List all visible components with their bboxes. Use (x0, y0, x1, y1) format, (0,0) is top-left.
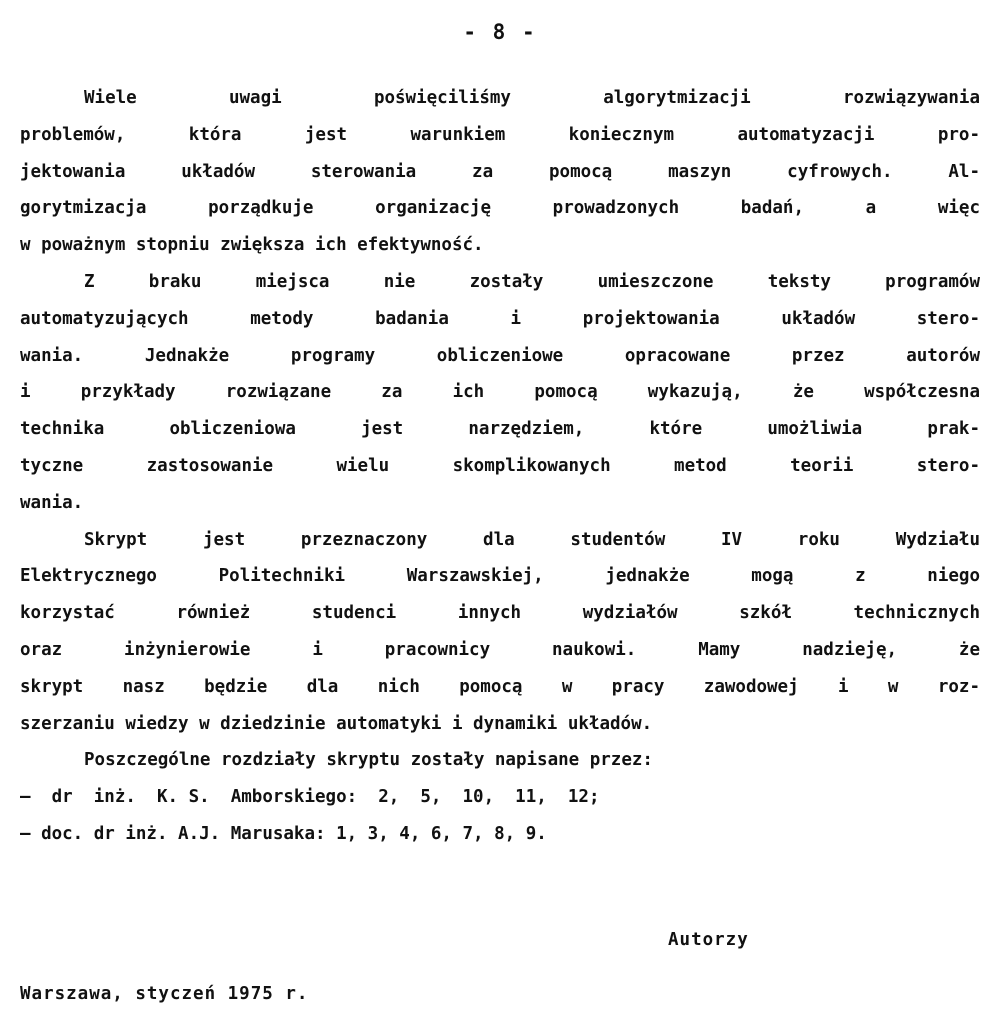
text-line: wania. Jednakże programy obliczeniowe opracowane przez autorów (20, 345, 980, 366)
text-line: problemów, która jest warunkiem koniecznym automatyzacji pro- (20, 124, 980, 145)
text-line: Z braku miejsca nie zostały umieszczone teksty programów (84, 271, 980, 292)
text-line: i przykłady rozwiązane za ich pomocą wykazują, że współczesna (20, 382, 980, 403)
text-line: skrypt nasz będzie dla nich pomocą w pracy zawodowej i w roz- (20, 676, 980, 697)
signature: Autorzy (668, 930, 749, 950)
text-line: tyczne zastosowanie wielu skomplikowanych metod teorii stero- (20, 455, 980, 476)
text-line: – dr inż. K. S. Amborskiego: 2, 5, 10, 11, 12; (20, 787, 600, 808)
text-line: w poważnym stopniu zwiększa ich efektywność. (20, 235, 484, 256)
text-line: korzystać również studenci innych wydziałów szkół technicznych (20, 603, 980, 624)
text-line: technika obliczeniowa jest narzędziem, które umożliwia prak- (20, 419, 980, 440)
text-line: szerzaniu wiedzy w dziedzinie automatyki i dynamiki układów. (20, 713, 653, 734)
page-number: - 8 - (463, 20, 537, 44)
text-line: Skrypt jest przeznaczony dla studentów IV roku Wydziału (84, 529, 980, 550)
text-line: oraz inżynierowie i pracownicy naukowi. Mamy nadzieję, że (20, 639, 980, 660)
text-line: Wiele uwagi poświęciliśmy algorytmizacji rozwiązywania (84, 88, 980, 108)
text-line: Poszczególne rozdziały skryptu zostały napisane przez: (84, 750, 653, 771)
text-line: gorytmizacja porządkuje organizację prowadzonych badań, a więc (20, 198, 980, 219)
body-text (20, 80, 980, 853)
text-line: – doc. dr inż. A.J. Marusaka: 1, 3, 4, 6, 7, 8, 9. (20, 823, 547, 844)
place-date: Warszawa, styczeń 1975 r. (20, 984, 309, 1004)
text-line: Elektrycznego Politechniki Warszawskiej, jednakże mogą z niego (20, 566, 980, 587)
text-line: wania. (20, 492, 84, 513)
text-line: jektowania układów sterowania za pomocą maszyn cyfrowych. Al- (20, 161, 980, 182)
text-line: automatyzujących metody badania i projektowania układów stero- (20, 308, 980, 329)
